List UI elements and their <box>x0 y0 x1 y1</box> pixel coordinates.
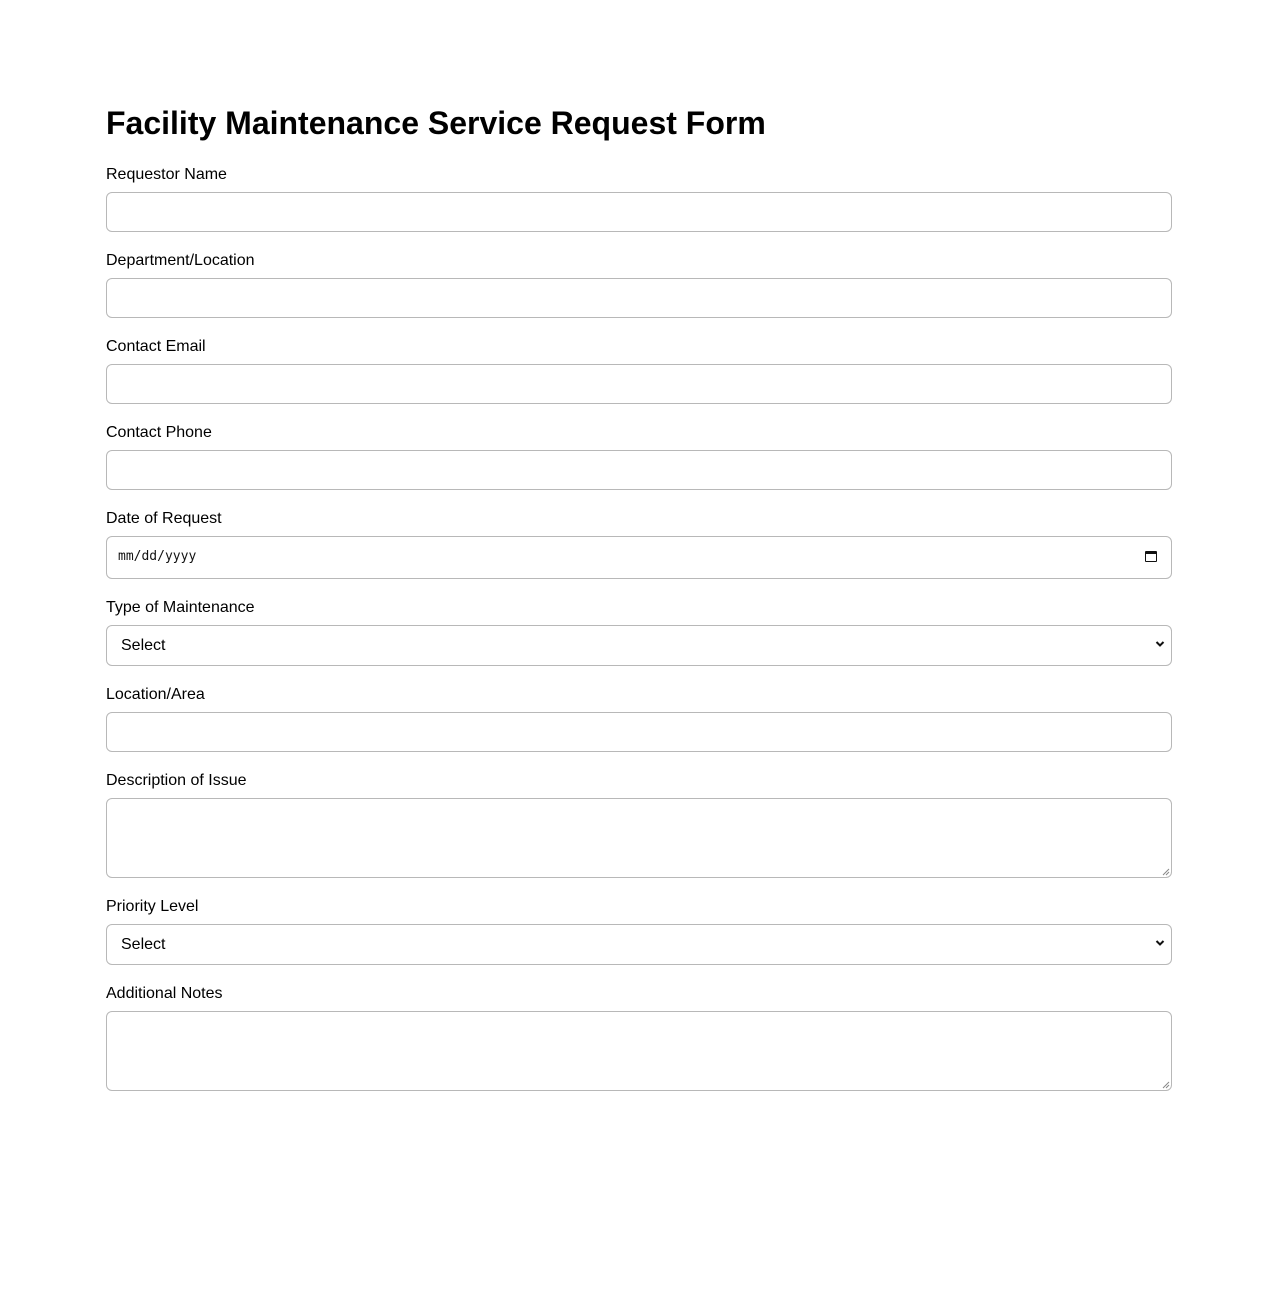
date-placeholder: mm/dd/yyyy <box>118 549 197 564</box>
field-description <box>106 772 1172 790</box>
field-contact-email <box>106 338 1172 356</box>
additional-notes-textarea[interactable] <box>106 1011 1172 1091</box>
field-additional-notes <box>106 985 1172 1003</box>
field-location-area <box>106 686 1172 704</box>
contact-phone-input[interactable] <box>106 450 1172 490</box>
chevron-down-icon <box>1155 639 1165 649</box>
contact-email-label: Contact Email <box>106 338 206 355</box>
maintenance-type-selected: Select <box>121 637 166 654</box>
location-area-input[interactable] <box>106 712 1172 752</box>
calendar-icon[interactable] <box>1145 551 1157 562</box>
page-title: Facility Maintenance Service Request Form <box>106 105 766 141</box>
priority-label: Priority Level <box>106 898 199 915</box>
field-priority <box>106 898 1172 916</box>
description-label: Description of Issue <box>106 772 247 789</box>
resize-handle-icon[interactable] <box>1161 867 1170 876</box>
department-label: Department/Location <box>106 252 255 269</box>
requestor-name-label: Requestor Name <box>106 166 227 183</box>
contact-email-input[interactable] <box>106 364 1172 404</box>
additional-notes-label: Additional Notes <box>106 985 223 1002</box>
priority-select[interactable] <box>106 924 1172 965</box>
resize-handle-icon[interactable] <box>1161 1080 1170 1089</box>
description-textarea[interactable] <box>106 798 1172 878</box>
location-area-label: Location/Area <box>106 686 205 703</box>
field-maintenance-type <box>106 599 1172 617</box>
date-of-request-input[interactable] <box>106 536 1172 579</box>
date-of-request-label: Date of Request <box>106 510 222 527</box>
field-date-of-request <box>106 510 1172 528</box>
maintenance-type-label: Type of Maintenance <box>106 599 255 616</box>
contact-phone-label: Contact Phone <box>106 424 212 441</box>
field-contact-phone <box>106 424 1172 442</box>
chevron-down-icon <box>1155 938 1165 948</box>
field-department <box>106 252 1172 270</box>
maintenance-type-select[interactable] <box>106 625 1172 666</box>
field-requestor-name <box>106 166 1172 184</box>
requestor-name-input[interactable] <box>106 192 1172 232</box>
priority-selected: Select <box>121 936 166 953</box>
department-input[interactable] <box>106 278 1172 318</box>
